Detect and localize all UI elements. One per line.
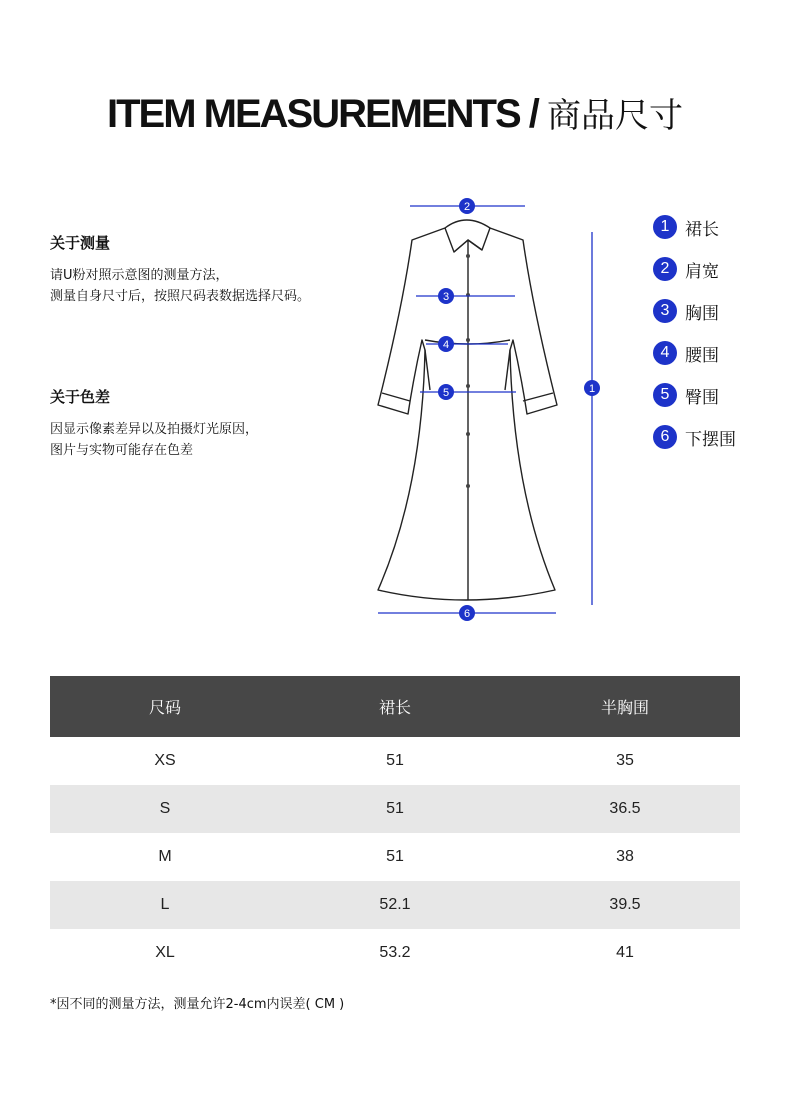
dress-diagram xyxy=(370,190,610,630)
color-note-line: 图片与实物可能存在色差 xyxy=(50,443,194,458)
cell-size: XL xyxy=(155,944,175,961)
cell-half-chest: 39.5 xyxy=(510,881,740,929)
measurement-legend xyxy=(653,206,773,458)
table-row xyxy=(50,881,740,929)
header-length: 裙长 xyxy=(280,676,510,737)
legend-item xyxy=(653,332,773,374)
cell-half-chest: 35 xyxy=(616,752,634,769)
cell-size: XS xyxy=(154,752,176,769)
size-table xyxy=(50,676,740,977)
legend-label: 胸围 xyxy=(685,303,719,324)
cell-length: 52.1 xyxy=(280,881,510,929)
cell-length: 51 xyxy=(386,752,404,769)
marker-shoulder: 2 xyxy=(463,201,471,213)
table-header-row xyxy=(50,676,740,737)
legend-label: 肩宽 xyxy=(685,261,719,282)
cell-half-chest: 38 xyxy=(616,848,634,865)
cell-length: 53.2 xyxy=(379,944,411,961)
legend-label: 臀围 xyxy=(685,387,719,408)
marker-hem: 6 xyxy=(463,608,471,620)
measurement-note xyxy=(50,232,370,307)
diagram-marker xyxy=(438,198,600,621)
legend-number: 5 xyxy=(653,383,677,407)
measurement-note-heading: 关于测量 xyxy=(50,234,111,252)
cell-length: 51 xyxy=(280,785,510,833)
legend-number: 1 xyxy=(653,215,677,239)
title-english: ITEM MEASUREMENTS / xyxy=(106,92,538,136)
measurement-note-line: 请U粉对照示意图的测量方法， xyxy=(50,268,229,283)
color-note-line: 因显示像素差异以及拍摄灯光原因， xyxy=(50,422,259,437)
table-row xyxy=(50,833,740,881)
legend-item xyxy=(653,206,773,248)
legend-number: 2 xyxy=(653,257,677,281)
marker-length: 1 xyxy=(588,383,596,395)
header-size: 尺码 xyxy=(50,676,280,737)
legend-label: 腰围 xyxy=(685,345,719,366)
marker-waist: 4 xyxy=(442,339,450,351)
table-row xyxy=(50,785,740,833)
legend-item xyxy=(653,416,773,458)
legend-label: 下摆围 xyxy=(685,429,736,450)
color-note-heading: 关于色差 xyxy=(50,388,111,406)
legend-number: 3 xyxy=(653,299,677,323)
legend-item xyxy=(653,290,773,332)
legend-number: 6 xyxy=(653,425,677,449)
page-title xyxy=(0,88,790,137)
legend-item xyxy=(653,374,773,416)
marker-chest: 3 xyxy=(442,291,450,303)
cell-size: L xyxy=(50,881,280,929)
measurement-note-line: 测量自身尺寸后，按照尺码表数据选择尺码。 xyxy=(50,289,311,304)
cell-size: M xyxy=(158,848,172,865)
footnote: *因不同的测量方法，测量允许2-4cm内误差( CM ) xyxy=(50,997,345,1012)
table-row xyxy=(50,929,740,977)
marker-hip: 5 xyxy=(442,387,450,399)
color-note xyxy=(50,386,370,461)
header-half-chest: 半胸围 xyxy=(510,676,740,737)
legend-number: 4 xyxy=(653,341,677,365)
legend-item xyxy=(653,248,773,290)
cell-length: 51 xyxy=(386,848,404,865)
cell-half-chest: 41 xyxy=(616,944,634,961)
legend-label: 裙长 xyxy=(685,219,719,240)
cell-half-chest: 36.5 xyxy=(510,785,740,833)
title-chinese: 商品尺寸 xyxy=(547,96,684,136)
cell-size: S xyxy=(50,785,280,833)
table-row xyxy=(50,737,740,785)
